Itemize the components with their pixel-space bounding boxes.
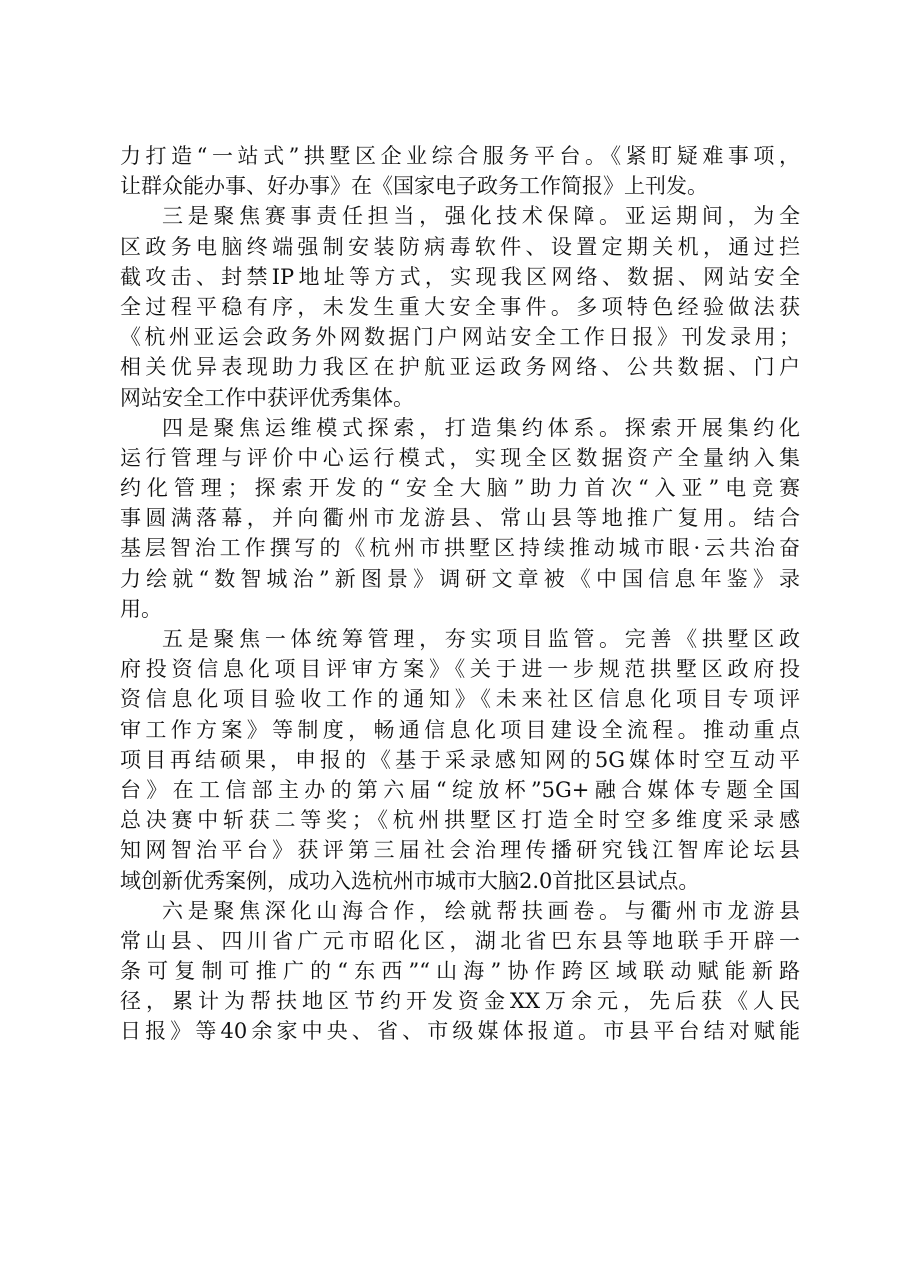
text-line: 条可复制可推广的“东西”“山海”协作跨区域联动赋能新路 bbox=[120, 959, 800, 984]
text-line: 约化管理；探索开发的“安全大脑”助力首次“入亚”电竞赛 bbox=[120, 476, 800, 501]
text-line: 常山县、四川省广元市昭化区，湖北省巴东县等地联手开辟一 bbox=[120, 928, 800, 953]
text-line: 《杭州亚运会政务外网数据门户网站安全工作日报》刊发录用； bbox=[120, 325, 800, 350]
text-line: 日报》等40余家中央、省、市级媒体报道。市县平台结对赋能 bbox=[120, 1019, 800, 1044]
text-line: 区政务电脑终端强制安装防病毒软件、设置定期关机，通过拦 bbox=[120, 234, 800, 259]
paragraph-start-line: 六是聚焦深化山海合作，绘就帮扶画卷。与衢州市龙游县 bbox=[162, 898, 800, 923]
text-line: 力打造“一站式”拱墅区企业综合服务平台。《紧盯疑难事项， bbox=[120, 144, 800, 168]
text-line: 事圆满落幕，并向衢州市龙游县、常山县等地推广复用。结合 bbox=[120, 506, 800, 531]
text-line: 总决赛中斩获二等奖；《杭州拱墅区打造全时空多维度采录感 bbox=[120, 808, 800, 833]
text-line: 用。 bbox=[120, 596, 162, 621]
body-text bbox=[120, 141, 800, 1047]
text-line: 审工作方案》等制度，畅通信息化项目建设全流程。推动重点 bbox=[120, 717, 800, 742]
paragraph-start-line: 五是聚焦一体统筹管理，夯实项目监管。完善《拱墅区政 bbox=[162, 627, 800, 651]
text-line: 基层智治工作撰写的《杭州市拱墅区持续推动城市眼·云共治奋 bbox=[120, 536, 800, 561]
text-line: 域创新优秀案例，成功入选杭州市城市大脑2.0首批区县试点。 bbox=[120, 868, 700, 893]
text-line: 府投资信息化项目评审方案》《关于进一步规范拱墅区政府投 bbox=[120, 657, 800, 682]
text-line: 力绘就“数智城治”新图景》调研文章被《中国信息年鉴》录 bbox=[120, 566, 800, 591]
text-line: 全过程平稳有序，未发生重大安全事件。多项特色经验做法获 bbox=[120, 294, 800, 319]
text-line: 知网智治平台》获评第三届社会治理传播研究钱江智库论坛县 bbox=[120, 838, 800, 863]
text-line: 资信息化项目验收工作的通知》《未来社区信息化项目专项评 bbox=[120, 687, 800, 712]
text-line: 网站安全工作中获评优秀集体。 bbox=[120, 385, 414, 410]
text-line: 截攻击、封禁IP地址等方式，实现我区网络、数据、网站安全 bbox=[120, 264, 800, 289]
paragraph-start-line: 四是聚焦运维模式探索，打造集约体系。探索开展集约化 bbox=[162, 415, 800, 440]
text-line: 运行管理与评价中心运行模式，实现全区数据资产全量纳入集 bbox=[120, 445, 800, 470]
paragraph-start-line: 三是聚焦赛事责任担当，强化技术保障。亚运期间，为全 bbox=[162, 204, 800, 229]
text-line: 径，累计为帮扶地区节约开发资金XX万余元，先后获《人民 bbox=[120, 989, 800, 1014]
text-line: 让群众能办事、好办事》在《国家电子政务工作简报》上刊发。 bbox=[120, 174, 708, 199]
text-line: 项目再结硕果，申报的《基于采录感知网的5G媒体时空互动平 bbox=[120, 747, 800, 772]
text-line: 台》在工信部主办的第六届“绽放杯”5G+融合媒体专题全国 bbox=[120, 777, 800, 802]
text-line: 相关优异表现助力我区在护航亚运政务网络、公共数据、门户 bbox=[120, 355, 800, 380]
